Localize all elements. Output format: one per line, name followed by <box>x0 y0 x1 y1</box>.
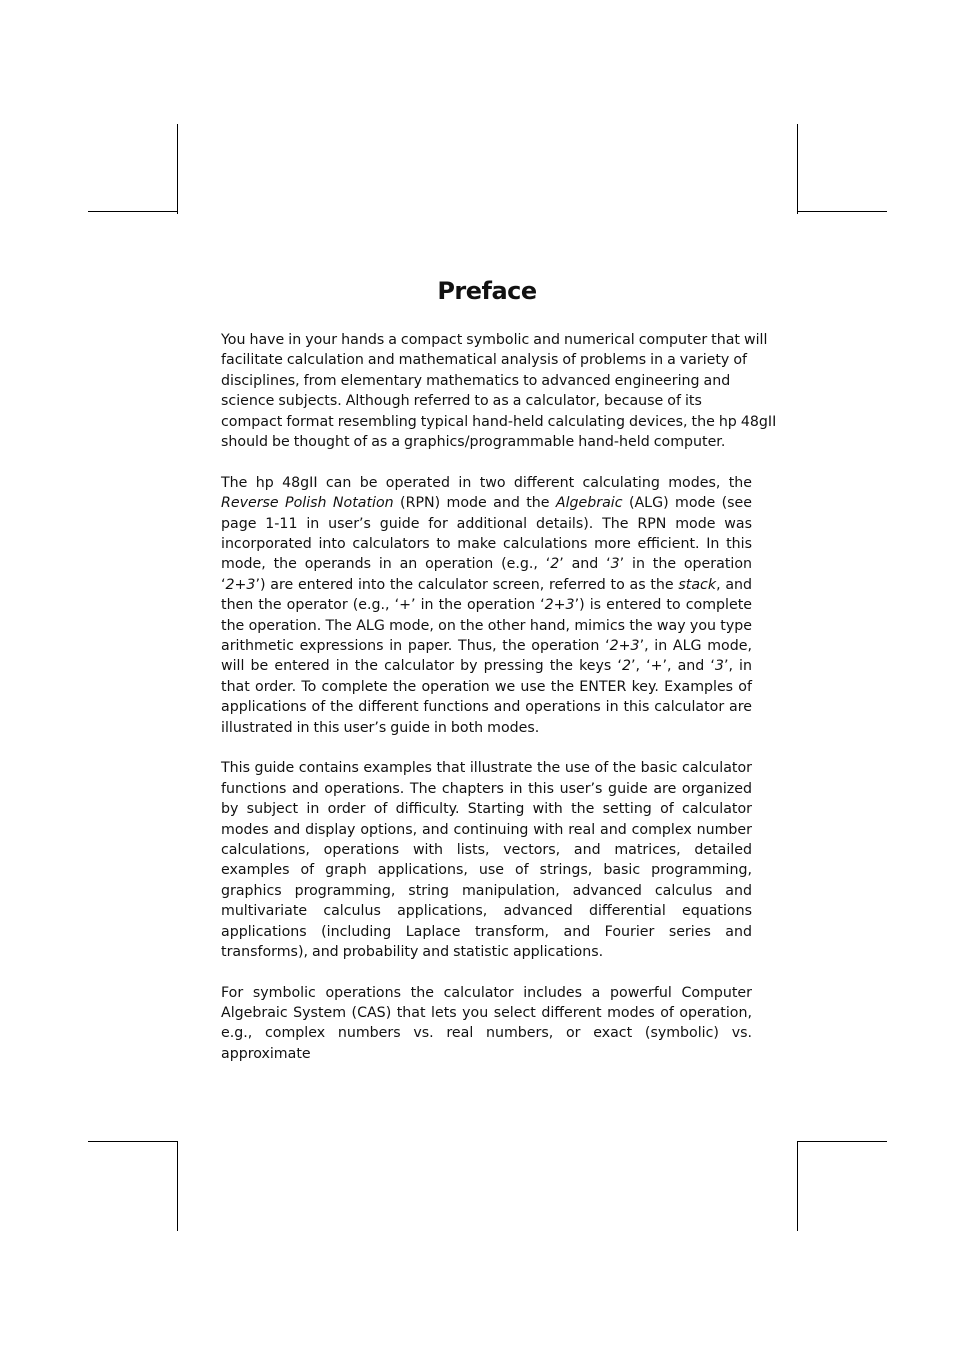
text-run: ’ in the operation ‘ <box>221 556 752 593</box>
text-line: You have in your hands a compact symbolic and numerical computer that will <box>221 332 768 348</box>
page-title: Preface <box>437 277 537 305</box>
text-run: ’, ‘ <box>630 658 651 675</box>
crop-mark-top-right-vertical <box>797 124 798 214</box>
inline-example: 3 <box>610 556 620 573</box>
text-run: ’ in the operation ‘ <box>411 597 545 614</box>
paragraph-intro <box>221 330 777 452</box>
rpn-term: Reverse Polish Notation <box>221 495 394 512</box>
paragraph-guide-contents: This guide contains examples that illustrate the use of the basic calculator functions and operations. The chapters in this user’s guide are organized by subject in order of difficulty. Starting with the setting of calculator modes and display options, and continuing with real and complex number calculations, operations with lists, vectors, and matrices, detailed examples of graph applications, use of strings, basic programming, graphics programming, string manipulation, advanced calculus and multivariate calculus applications, advanced differential equations applications (including Laplace transform, and Fourier series and transforms), and probability and statistic applications. <box>221 760 752 960</box>
paragraph-modes <box>221 473 752 738</box>
text-run: ’, in ALG mode, will be entered in the calculator by pressing the keys ‘ <box>221 637 752 675</box>
text-line: compact format resembling typical hand-held calculating devices, the hp 48gII <box>221 413 777 430</box>
text-run: (RPN) mode and the <box>393 495 556 512</box>
text-run: ’, and ‘ <box>662 658 715 675</box>
crop-mark-top-left-vertical <box>177 124 178 214</box>
crop-mark-bottom-right-vertical <box>797 1141 798 1231</box>
inline-example: + <box>399 597 412 614</box>
crop-mark-top-left-horizontal <box>88 211 178 212</box>
crop-mark-bottom-left-vertical <box>177 1141 178 1231</box>
text-line: disciplines, from elementary mathematics to advanced engineering and <box>221 372 731 389</box>
alg-term: Algebraic <box>555 495 623 512</box>
text-line: facilitate calculation and mathematical analysis of problems in a variety of <box>221 352 748 369</box>
inline-example: 2+3 <box>609 637 640 654</box>
page-body <box>221 330 777 1085</box>
text-run: , and then the operator (e.g., ‘ <box>221 576 753 614</box>
text-line: should be thought of as a graphics/programmable hand-held computer. <box>221 434 726 451</box>
inline-example: 3 <box>714 658 724 675</box>
inline-example: 2 <box>621 658 631 675</box>
inline-example: + <box>650 658 663 675</box>
stack-term: stack <box>678 576 717 593</box>
text-run: The hp 48gII can be operated in two different calculating modes, the <box>221 474 752 491</box>
crop-mark-bottom-left-horizontal <box>88 1141 178 1142</box>
paragraph-cas: For symbolic operations the calculator includes a powerful Computer Algebraic System (CAS) that lets you select different modes of operation, e.g., complex numbers vs. real numbers, or exact (symbolic) vs. approximate <box>221 984 752 1062</box>
text-run: ’) is entered to complete the operation. The ALG mode, on the other hand, mimics the way you type arithmetic expressions in paper. Thus, the operation ‘ <box>221 597 752 654</box>
inline-example: 2+3 <box>225 576 256 593</box>
text-run: (ALG) mode (see page 1-11 in user’s guide for additional details). The RPN mode was incorporated into calculators to make calculations more efficient. In this mode, the operands in an operation (e.g., ‘ <box>221 495 753 573</box>
text-line: science subjects. Although referred to as a calculator, because of its <box>221 393 702 410</box>
text-run: ’, in that order. To complete the operation we use the ENTER key. Examples of applications of the different functions and operations in this calculator are illustrated in this user’s guide in both modes. <box>221 658 752 736</box>
text-run: ’) are entered into the calculator screen, referred to as the <box>255 576 679 593</box>
crop-mark-bottom-right-horizontal <box>797 1141 887 1142</box>
inline-example: 2+3 <box>544 597 575 614</box>
inline-example: 2 <box>550 556 560 573</box>
text-run: ’ and ‘ <box>559 556 611 573</box>
crop-mark-top-right-horizontal <box>797 211 887 212</box>
